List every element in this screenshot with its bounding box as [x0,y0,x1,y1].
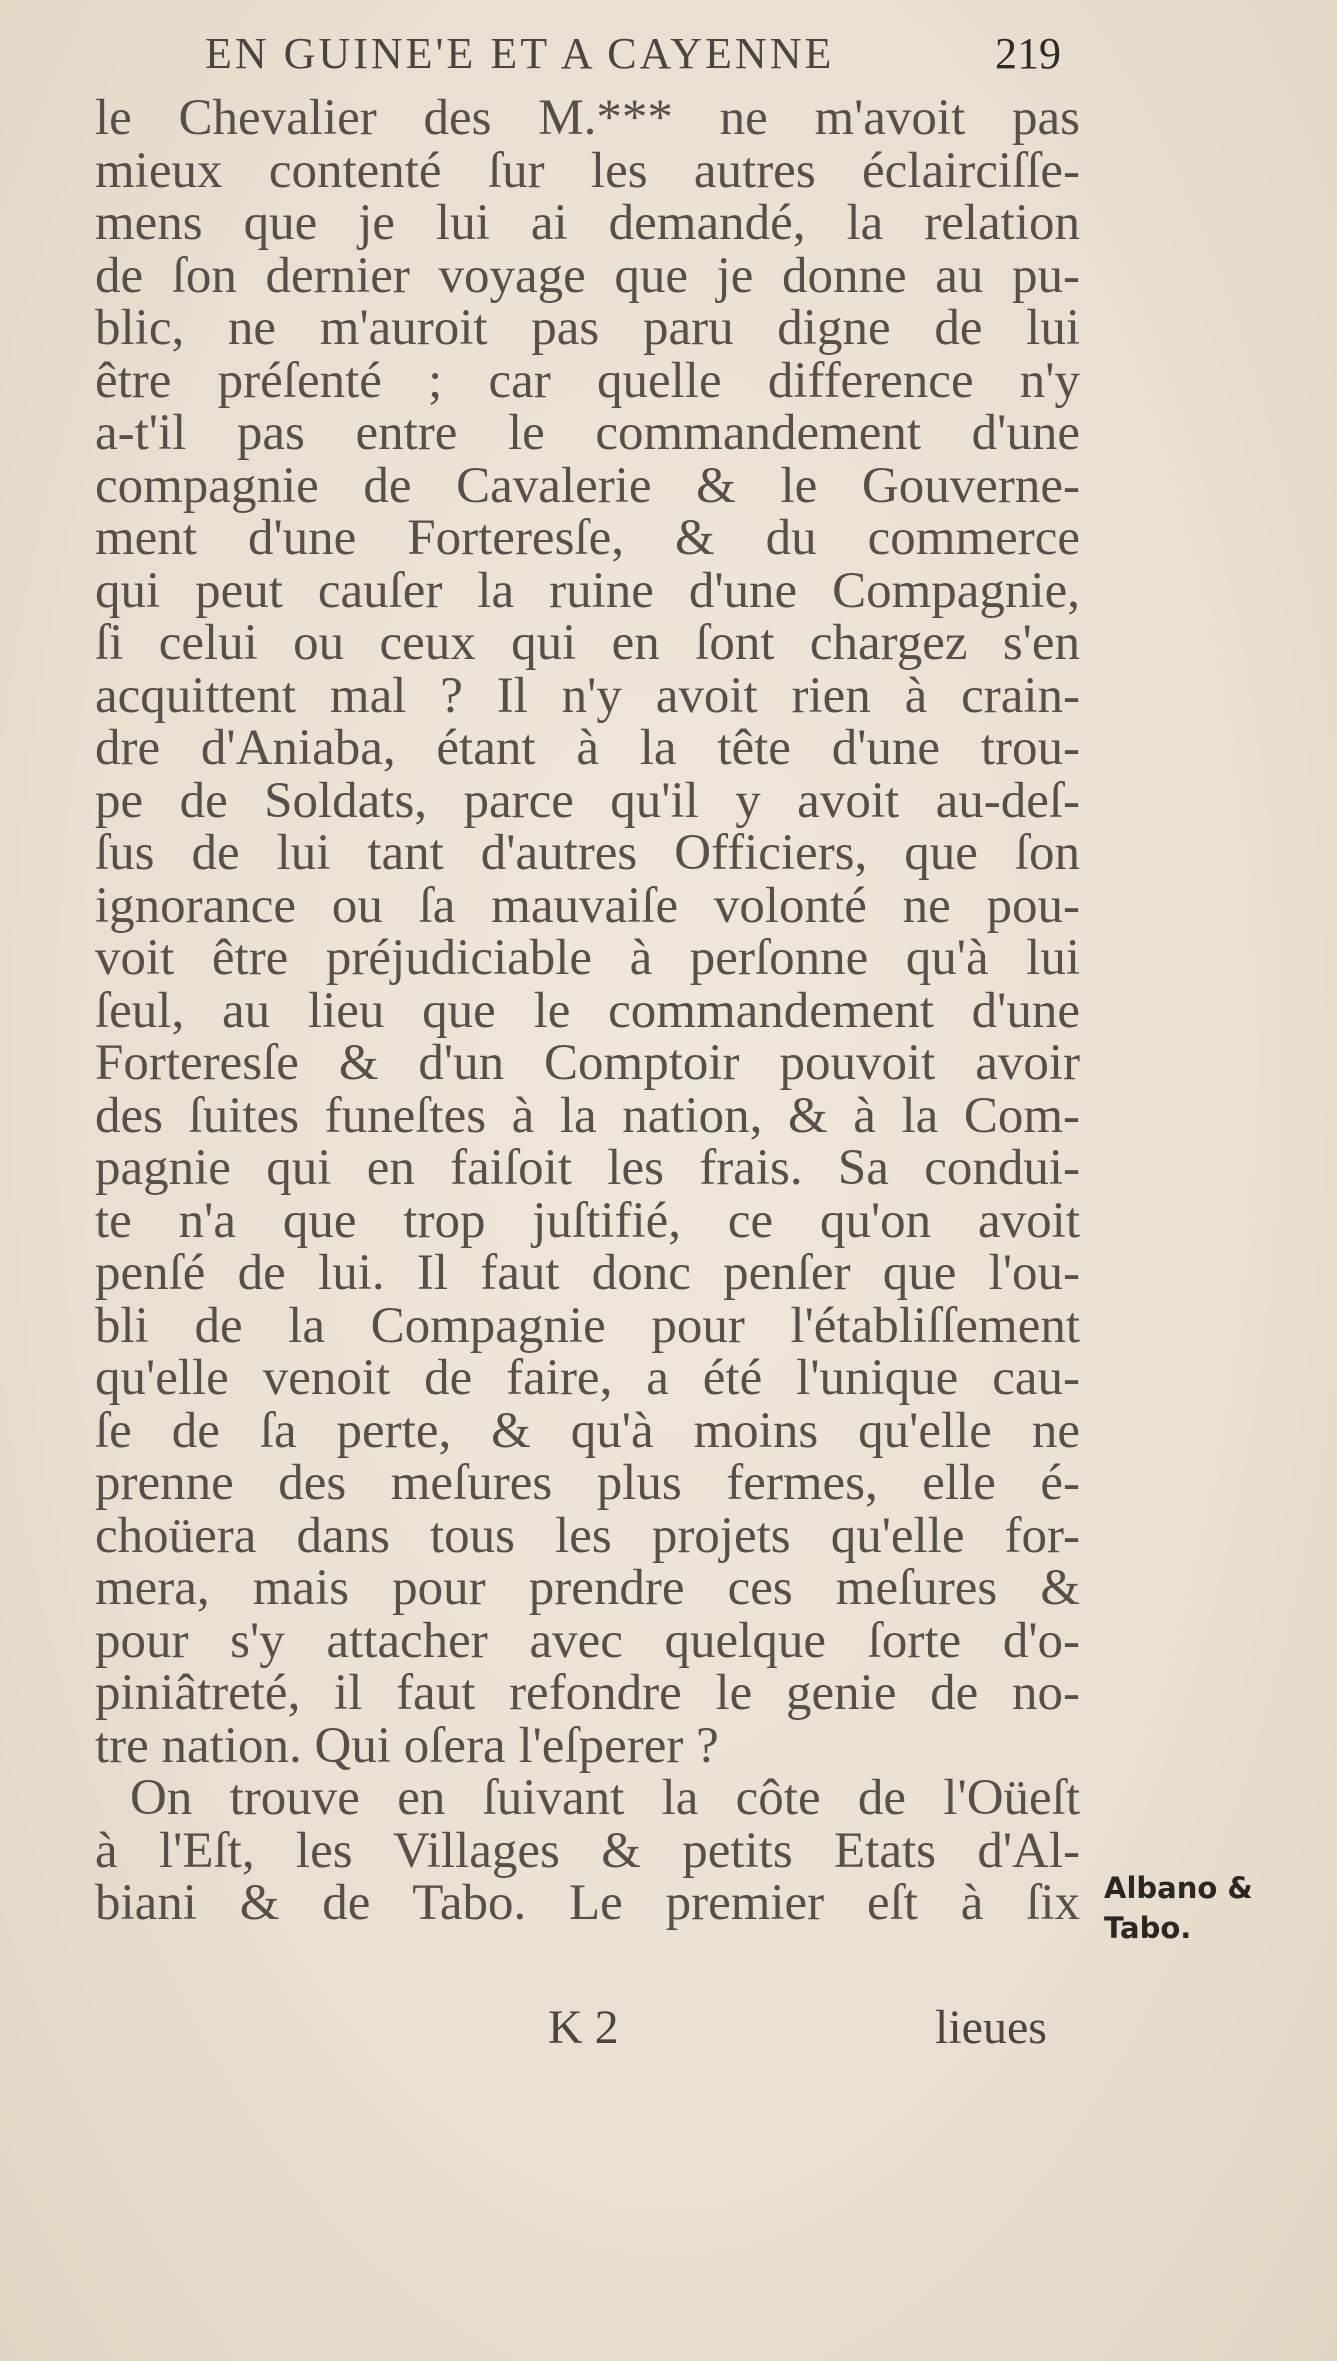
text-line: le Chevalier des M.*** ne m'avoit pas [95,90,1080,146]
text-line: à l'Eſt, les Villages & petits Etats d'Al- [95,1822,1080,1879]
margin-note-line: Albano & [1104,1871,1253,1905]
margin-note-line: Tabo. [1104,1911,1192,1945]
text-line: mera, mais pour prendre ces meſures & [95,1560,1080,1616]
text-line: mieux contenté ſur les autres éclairciſſe- [95,142,1080,199]
text-line: ſi celui ou ceux qui en ſont chargez s'en [95,615,1080,671]
text-line: acquittent mal ? Il n'y avoit rien à crain- [95,667,1080,724]
text-line: blic, ne m'auroit pas paru digne de lui [95,300,1080,356]
text-line: choüera dans tous les projets qu'elle for- [95,1507,1080,1564]
text-line: compagnie de Cavalerie & le Gouverne- [95,457,1080,514]
text-line: être préſenté ; car quelle difference n'y [95,352,1080,409]
text-line: des ſuites funeſtes à la nation, & à la Com- [95,1087,1080,1144]
text-line: ignorance ou ſa mauvaiſe volonté ne pou- [95,877,1080,934]
text-line: ſus de lui tant d'autres Officiers, que ſon [95,825,1080,881]
text-line: ſeul, au lieu que le commandement d'une [95,982,1080,1039]
body-text [95,92,1095,1930]
text-line: tre nation. Qui oſera l'eſperer ? [95,1717,719,1774]
text-line: pour s'y attacher avec quelque ſorte d'o- [95,1612,1080,1669]
text-line: ſe de ſa perte, & qu'à moins qu'elle ne [95,1402,1080,1459]
text-line: biani & de Tabo. Le premier eſt à ſix [95,1875,1080,1931]
text-line: pagnie qui en faiſoit les frais. Sa condui- [95,1140,1080,1196]
text-line: ment d'une Forteresſe, & du commerce [95,510,1080,566]
page-footer [0,2000,1337,2060]
text-line: qui peut cauſer la ruine d'une Compagnie, [95,562,1080,619]
text-line: piniâtreté, il faut refondre le genie de no- [95,1665,1080,1721]
margin-note [1104,1868,1324,1948]
text-line: mens que je lui ai demandé, la relation [95,195,1080,251]
text-line: qu'elle venoit de faire, a été l'unique cau- [95,1350,1080,1406]
text-line: voit être préjudiciable à perſonne qu'à lui [95,930,1080,986]
text-line: pe de Soldats, parce qu'il y avoit au-deſ- [95,772,1080,829]
catchword: lieues [935,2001,1047,2054]
text-line: te n'a que trop juſtifié, ce qu'on avoit [95,1192,1080,1249]
text-line: a-t'il pas entre le commandement d'une [95,405,1080,461]
page-number: 219 [995,29,1061,78]
text-line: dre d'Aniaba, étant à la tête d'une trou- [95,720,1080,776]
text-line: prenne des meſures plus fermes, elle é- [95,1455,1080,1511]
text-line: bli de la Compagnie pour l'établiſſement [95,1297,1080,1354]
running-head [205,28,1125,88]
running-head-title: EN GUINE'E ET A CAYENNE [205,29,835,78]
text-line: On trouve en ſuivant la côte de l'Oüeſt [130,1770,1080,1826]
signature-mark: K 2 [548,2001,619,2054]
text-line: penſé de lui. Il faut donc penſer que l'ou- [95,1245,1080,1301]
text-line: de ſon dernier voyage que je donne au pu- [95,247,1080,304]
text-line: Forteresſe & d'un Comptoir pouvoit avoir [95,1035,1080,1091]
